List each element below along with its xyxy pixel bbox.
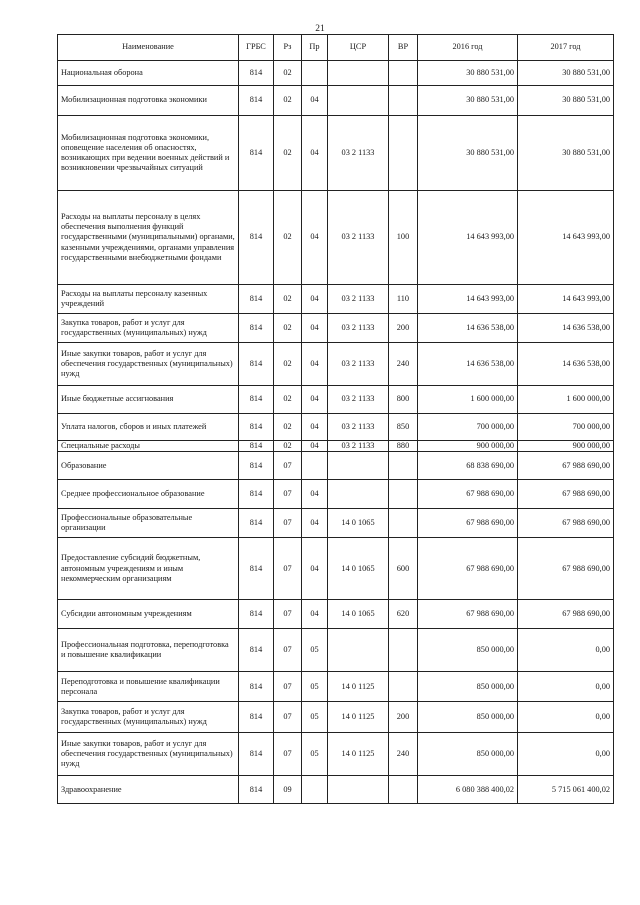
row-rz-cell: 02 [274, 314, 302, 343]
row-2016-amount: 68 838 690,00 [418, 452, 518, 480]
column-header-rz: Рз [274, 35, 302, 61]
row-grbs-cell: 814 [239, 702, 274, 733]
row-2016-amount: 850 000,00 [418, 733, 518, 776]
row-2017-amount: 0,00 [518, 629, 614, 672]
row-vr-cell: 800 [389, 386, 418, 414]
row-name-cell: Закупка товаров, работ и услуг для государственных (муниципальных) нужд [58, 314, 239, 343]
row-2016-amount: 67 988 690,00 [418, 509, 518, 538]
row-grbs-cell: 814 [239, 480, 274, 509]
row-2017-amount: 30 880 531,00 [518, 61, 614, 86]
row-2016-amount: 700 000,00 [418, 414, 518, 441]
table-row [58, 702, 614, 733]
row-pr-cell: 04 [302, 86, 328, 116]
row-2016-amount: 850 000,00 [418, 702, 518, 733]
row-grbs-cell: 814 [239, 86, 274, 116]
row-vr-cell [389, 116, 418, 191]
row-name-cell: Профессиональная подготовка, переподготовка и повышение квалификации [58, 629, 239, 672]
row-pr-cell: 04 [302, 509, 328, 538]
table-row [58, 480, 614, 509]
row-grbs-cell: 814 [239, 414, 274, 441]
row-grbs-cell: 814 [239, 629, 274, 672]
row-pr-cell [302, 452, 328, 480]
table-row [58, 672, 614, 702]
row-csr-cell: 14 0 1065 [328, 600, 389, 629]
table-row [58, 414, 614, 441]
row-rz-cell: 02 [274, 61, 302, 86]
row-vr-cell [389, 672, 418, 702]
row-rz-cell: 07 [274, 629, 302, 672]
row-pr-cell: 04 [302, 191, 328, 285]
row-pr-cell: 04 [302, 386, 328, 414]
row-pr-cell: 04 [302, 480, 328, 509]
row-grbs-cell: 814 [239, 314, 274, 343]
row-2017-amount: 1 600 000,00 [518, 386, 614, 414]
row-csr-cell [328, 452, 389, 480]
row-name-cell: Здравоохранение [58, 776, 239, 804]
column-header-grbs: ГРБС [239, 35, 274, 61]
row-2016-amount: 1 600 000,00 [418, 386, 518, 414]
table-row [58, 441, 614, 452]
row-name-cell: Образование [58, 452, 239, 480]
row-rz-cell: 07 [274, 538, 302, 600]
row-2017-amount: 5 715 061 400,02 [518, 776, 614, 804]
row-2017-amount: 0,00 [518, 672, 614, 702]
row-grbs-cell: 814 [239, 672, 274, 702]
row-grbs-cell: 814 [239, 285, 274, 314]
table-body [58, 61, 614, 804]
row-vr-cell: 100 [389, 191, 418, 285]
row-csr-cell [328, 776, 389, 804]
row-pr-cell [302, 61, 328, 86]
row-pr-cell: 05 [302, 733, 328, 776]
row-vr-cell: 200 [389, 314, 418, 343]
row-pr-cell: 04 [302, 116, 328, 191]
table-row [58, 386, 614, 414]
row-2016-amount: 30 880 531,00 [418, 61, 518, 86]
row-csr-cell: 14 0 1125 [328, 733, 389, 776]
table-row [58, 285, 614, 314]
row-2016-amount: 67 988 690,00 [418, 480, 518, 509]
table-row [58, 776, 614, 804]
row-vr-cell: 880 [389, 441, 418, 452]
row-rz-cell: 07 [274, 452, 302, 480]
row-rz-cell: 02 [274, 441, 302, 452]
row-name-cell: Переподготовка и повышение квалификации персонала [58, 672, 239, 702]
row-csr-cell [328, 61, 389, 86]
row-csr-cell [328, 629, 389, 672]
row-grbs-cell: 814 [239, 538, 274, 600]
table-row [58, 314, 614, 343]
row-vr-cell: 620 [389, 600, 418, 629]
row-rz-cell: 02 [274, 414, 302, 441]
row-grbs-cell: 814 [239, 776, 274, 804]
row-name-cell: Среднее профессиональное образование [58, 480, 239, 509]
row-vr-cell [389, 452, 418, 480]
row-pr-cell: 04 [302, 441, 328, 452]
row-2017-amount: 67 988 690,00 [518, 509, 614, 538]
row-rz-cell: 09 [274, 776, 302, 804]
table-row [58, 86, 614, 116]
row-csr-cell: 03 2 1133 [328, 314, 389, 343]
row-pr-cell: 04 [302, 538, 328, 600]
row-rz-cell: 07 [274, 733, 302, 776]
row-csr-cell [328, 86, 389, 116]
row-name-cell: Закупка товаров, работ и услуг для государственных (муниципальных) нужд [58, 702, 239, 733]
row-vr-cell [389, 86, 418, 116]
row-vr-cell [389, 629, 418, 672]
row-name-cell: Профессиональные образовательные организации [58, 509, 239, 538]
row-vr-cell: 240 [389, 733, 418, 776]
row-2017-amount: 0,00 [518, 702, 614, 733]
row-rz-cell: 07 [274, 600, 302, 629]
row-pr-cell: 04 [302, 414, 328, 441]
budget-table [57, 34, 614, 804]
row-2017-amount: 67 988 690,00 [518, 452, 614, 480]
row-2016-amount: 850 000,00 [418, 672, 518, 702]
row-vr-cell [389, 480, 418, 509]
row-rz-cell: 02 [274, 285, 302, 314]
table-row [58, 191, 614, 285]
row-2017-amount: 30 880 531,00 [518, 86, 614, 116]
row-2017-amount: 0,00 [518, 733, 614, 776]
row-name-cell: Предоставление субсидий бюджетным, автономным учреждениям и иным некоммерческим организациям [58, 538, 239, 600]
row-pr-cell: 04 [302, 285, 328, 314]
row-grbs-cell: 814 [239, 509, 274, 538]
row-name-cell: Специальные расходы [58, 441, 239, 452]
table-row [58, 733, 614, 776]
row-name-cell: Иные бюджетные ассигнования [58, 386, 239, 414]
row-2017-amount: 14 636 538,00 [518, 314, 614, 343]
row-vr-cell: 240 [389, 343, 418, 386]
row-csr-cell: 14 0 1065 [328, 538, 389, 600]
row-grbs-cell: 814 [239, 386, 274, 414]
table-row [58, 629, 614, 672]
row-rz-cell: 02 [274, 86, 302, 116]
row-grbs-cell: 814 [239, 61, 274, 86]
table-row [58, 61, 614, 86]
row-csr-cell: 14 0 1125 [328, 702, 389, 733]
row-vr-cell [389, 61, 418, 86]
row-csr-cell: 03 2 1133 [328, 386, 389, 414]
row-vr-cell: 110 [389, 285, 418, 314]
row-csr-cell [328, 480, 389, 509]
row-rz-cell: 02 [274, 386, 302, 414]
row-2016-amount: 900 000,00 [418, 441, 518, 452]
row-csr-cell: 14 0 1065 [328, 509, 389, 538]
table-header-row [58, 35, 614, 61]
row-2016-amount: 14 643 993,00 [418, 285, 518, 314]
row-2016-amount: 14 643 993,00 [418, 191, 518, 285]
column-header-vr: ВР [389, 35, 418, 61]
row-csr-cell: 03 2 1133 [328, 441, 389, 452]
row-vr-cell: 200 [389, 702, 418, 733]
row-rz-cell: 07 [274, 480, 302, 509]
row-2017-amount: 30 880 531,00 [518, 116, 614, 191]
row-grbs-cell: 814 [239, 452, 274, 480]
column-header-2017: 2017 год [518, 35, 614, 61]
column-header-pr: Пр [302, 35, 328, 61]
row-2016-amount: 67 988 690,00 [418, 538, 518, 600]
page-number: 21 [315, 24, 325, 34]
row-name-cell: Иные закупки товаров, работ и услуг для обеспечения государственных (муниципальных) нужд [58, 343, 239, 386]
row-pr-cell: 05 [302, 629, 328, 672]
row-grbs-cell: 814 [239, 441, 274, 452]
row-2017-amount: 700 000,00 [518, 414, 614, 441]
row-csr-cell: 03 2 1133 [328, 414, 389, 441]
row-2017-amount: 67 988 690,00 [518, 480, 614, 509]
table-row [58, 452, 614, 480]
row-csr-cell: 03 2 1133 [328, 116, 389, 191]
row-name-cell: Субсидии автономным учреждениям [58, 600, 239, 629]
row-2017-amount: 14 636 538,00 [518, 343, 614, 386]
row-rz-cell: 02 [274, 116, 302, 191]
row-2016-amount: 850 000,00 [418, 629, 518, 672]
row-grbs-cell: 814 [239, 343, 274, 386]
row-pr-cell: 04 [302, 314, 328, 343]
table-row [58, 600, 614, 629]
row-csr-cell: 14 0 1125 [328, 672, 389, 702]
row-vr-cell: 850 [389, 414, 418, 441]
row-grbs-cell: 814 [239, 733, 274, 776]
row-2016-amount: 14 636 538,00 [418, 343, 518, 386]
row-csr-cell: 03 2 1133 [328, 191, 389, 285]
row-rz-cell: 07 [274, 509, 302, 538]
row-pr-cell: 04 [302, 600, 328, 629]
row-2016-amount: 30 880 531,00 [418, 86, 518, 116]
row-name-cell: Мобилизационная подготовка экономики, оповещение населения об опасностях, возникающих при ведении военных действий и возникновении чрезвычайных ситуаций [58, 116, 239, 191]
row-name-cell: Иные закупки товаров, работ и услуг для обеспечения государственных (муниципальных) нужд [58, 733, 239, 776]
row-pr-cell [302, 776, 328, 804]
row-2017-amount: 14 643 993,00 [518, 191, 614, 285]
row-vr-cell: 600 [389, 538, 418, 600]
row-2017-amount: 67 988 690,00 [518, 538, 614, 600]
column-header-name: Наименование [58, 35, 239, 61]
table-row [58, 116, 614, 191]
column-header-2016: 2016 год [418, 35, 518, 61]
row-rz-cell: 02 [274, 343, 302, 386]
table-row [58, 343, 614, 386]
row-rz-cell: 07 [274, 702, 302, 733]
row-vr-cell [389, 776, 418, 804]
row-name-cell: Национальная оборона [58, 61, 239, 86]
row-2017-amount: 900 000,00 [518, 441, 614, 452]
row-2017-amount: 14 643 993,00 [518, 285, 614, 314]
row-2017-amount: 67 988 690,00 [518, 600, 614, 629]
row-csr-cell: 03 2 1133 [328, 285, 389, 314]
row-name-cell: Расходы на выплаты персоналу казенных учреждений [58, 285, 239, 314]
table-row [58, 538, 614, 600]
row-rz-cell: 07 [274, 672, 302, 702]
row-2016-amount: 14 636 538,00 [418, 314, 518, 343]
row-grbs-cell: 814 [239, 191, 274, 285]
row-name-cell: Уплата налогов, сборов и иных платежей [58, 414, 239, 441]
row-grbs-cell: 814 [239, 116, 274, 191]
row-pr-cell: 05 [302, 672, 328, 702]
row-2016-amount: 6 080 388 400,02 [418, 776, 518, 804]
row-csr-cell: 03 2 1133 [328, 343, 389, 386]
row-name-cell: Мобилизационная подготовка экономики [58, 86, 239, 116]
column-header-csr: ЦСР [328, 35, 389, 61]
row-vr-cell [389, 509, 418, 538]
row-pr-cell: 05 [302, 702, 328, 733]
row-grbs-cell: 814 [239, 600, 274, 629]
row-rz-cell: 02 [274, 191, 302, 285]
row-name-cell: Расходы на выплаты персоналу в целях обеспечения выполнения функций государственными (муниципальными) органами, казенными учреждениями, органами управления государственными внебюджетными фондами [58, 191, 239, 285]
row-2016-amount: 67 988 690,00 [418, 600, 518, 629]
row-pr-cell: 04 [302, 343, 328, 386]
row-2016-amount: 30 880 531,00 [418, 116, 518, 191]
table-row [58, 509, 614, 538]
